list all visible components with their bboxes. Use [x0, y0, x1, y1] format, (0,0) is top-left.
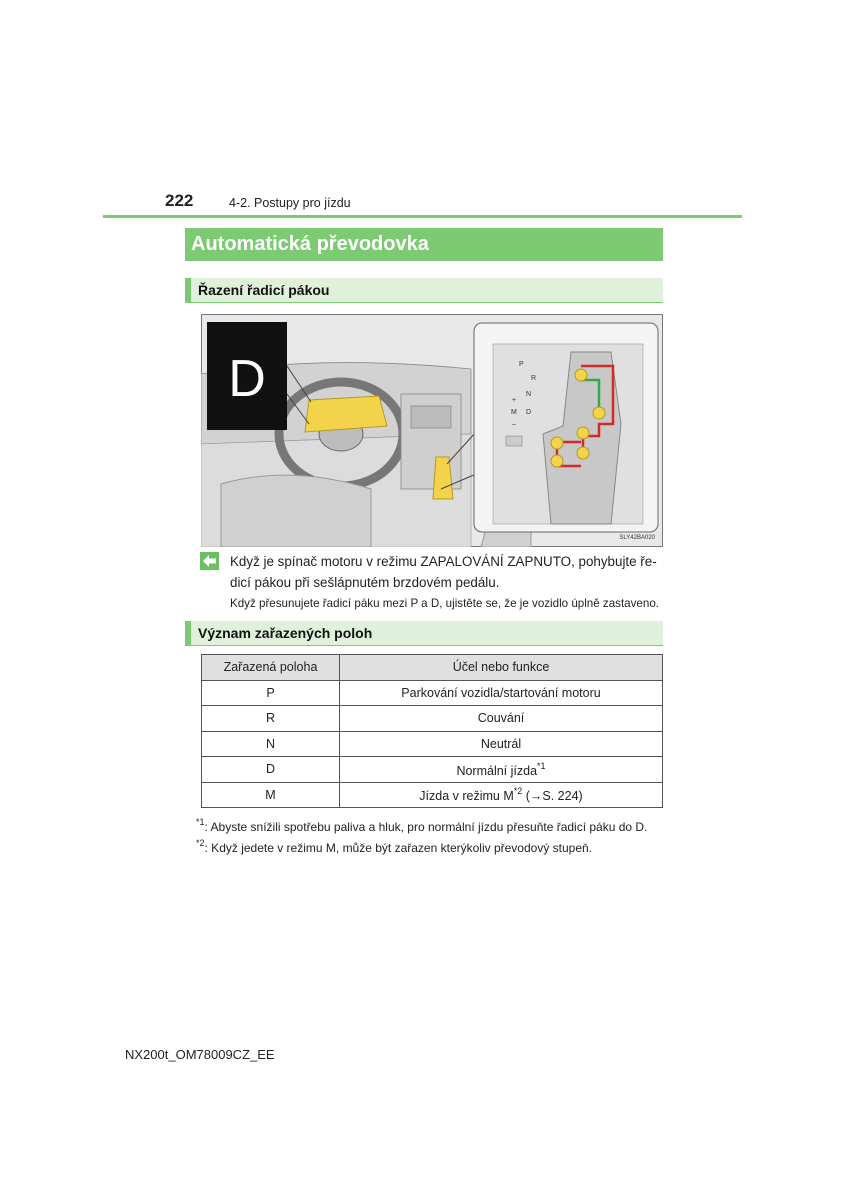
- function-cell: Parkování vozidla/startování motoru: [340, 680, 663, 706]
- footnote-text: : Abyste snížili spotřebu paliva a hluk, pro normální jízdu přesuňte řadicí páku do D.: [204, 820, 648, 834]
- table-row: [202, 757, 663, 783]
- gate-label-n: N: [526, 391, 532, 398]
- instruction-line-2: dicí pákou při sešlápnutém brzdovém pedálu.: [230, 575, 500, 590]
- gate-label-r: R: [531, 375, 537, 382]
- instruction-line-1: Když je spínač motoru v režimu ZAPALOVÁNÍ ZAPNUTO, pohybujte ře-: [230, 554, 657, 569]
- green-arrow-left-icon: [200, 552, 219, 570]
- page-number: 222: [165, 191, 194, 210]
- table-row: [202, 782, 663, 808]
- position-cell: M: [202, 782, 340, 808]
- chapter-title: 4-2. Postupy pro jízdu: [229, 196, 351, 210]
- position-cell: D: [202, 757, 340, 783]
- subsection-title-text: Význam zařazených poloh: [198, 625, 373, 641]
- footnote-1: [196, 817, 647, 834]
- position-cell: R: [202, 706, 340, 732]
- function-cell: Jízda v režimu $M^{*2}$ (→S. 224): [340, 782, 663, 808]
- footnote-2: [196, 838, 592, 855]
- gate-label-m: M: [511, 409, 517, 416]
- table-header-position: Zařazená poloha: [202, 655, 340, 681]
- subsection-title-text: Řazení řadicí pákou: [198, 282, 330, 298]
- positions-table: [201, 654, 663, 808]
- footnote-mark: *1: [196, 817, 205, 827]
- footnote-ref: *2: [513, 786, 523, 797]
- gate-label-plus: +: [512, 397, 517, 404]
- footnote-text: : Když jedete v režimu M, může být zařazen kterýkoliv převodový stupeň.: [204, 841, 593, 855]
- footer-code: NX200t_OM78009CZ_EE: [125, 1047, 275, 1062]
- table-row: [202, 706, 663, 732]
- table-row: [202, 680, 663, 706]
- instruction-text: [230, 551, 662, 593]
- footnote-ref: *1: [537, 760, 546, 771]
- function-cell: Neutrál: [340, 731, 663, 757]
- function-cell: Couvání: [340, 706, 663, 732]
- table-header-function: Účel nebo funkce: [340, 655, 663, 681]
- gate-label-minus: –: [512, 421, 516, 428]
- shift-lever-illustration: [201, 314, 663, 547]
- gate-label-d: D: [526, 409, 532, 416]
- position-cell: N: [202, 731, 340, 757]
- gear-display-letter: D: [228, 350, 266, 408]
- gate-label-p: P: [519, 361, 524, 368]
- figure-code: SLY42BA020: [619, 535, 655, 541]
- page-reference-link[interactable]: (→S. 224): [522, 789, 583, 804]
- position-cell: P: [202, 680, 340, 706]
- subsection-title-shifting: [185, 278, 663, 302]
- header-rule: [103, 215, 742, 218]
- function-cell: Normální jízda$^{*1}$: [340, 757, 663, 783]
- subsection-title-positions: [185, 621, 663, 645]
- table-header-row: [202, 655, 663, 681]
- table-row: [202, 731, 663, 757]
- section-title: Automatická převodovka: [185, 228, 663, 261]
- footnote-mark: *2: [196, 838, 205, 848]
- instruction-note: Když přesunujete řadicí páku mezi P a D, ujistěte se, že je vozidlo úplně zastaveno.: [230, 597, 659, 610]
